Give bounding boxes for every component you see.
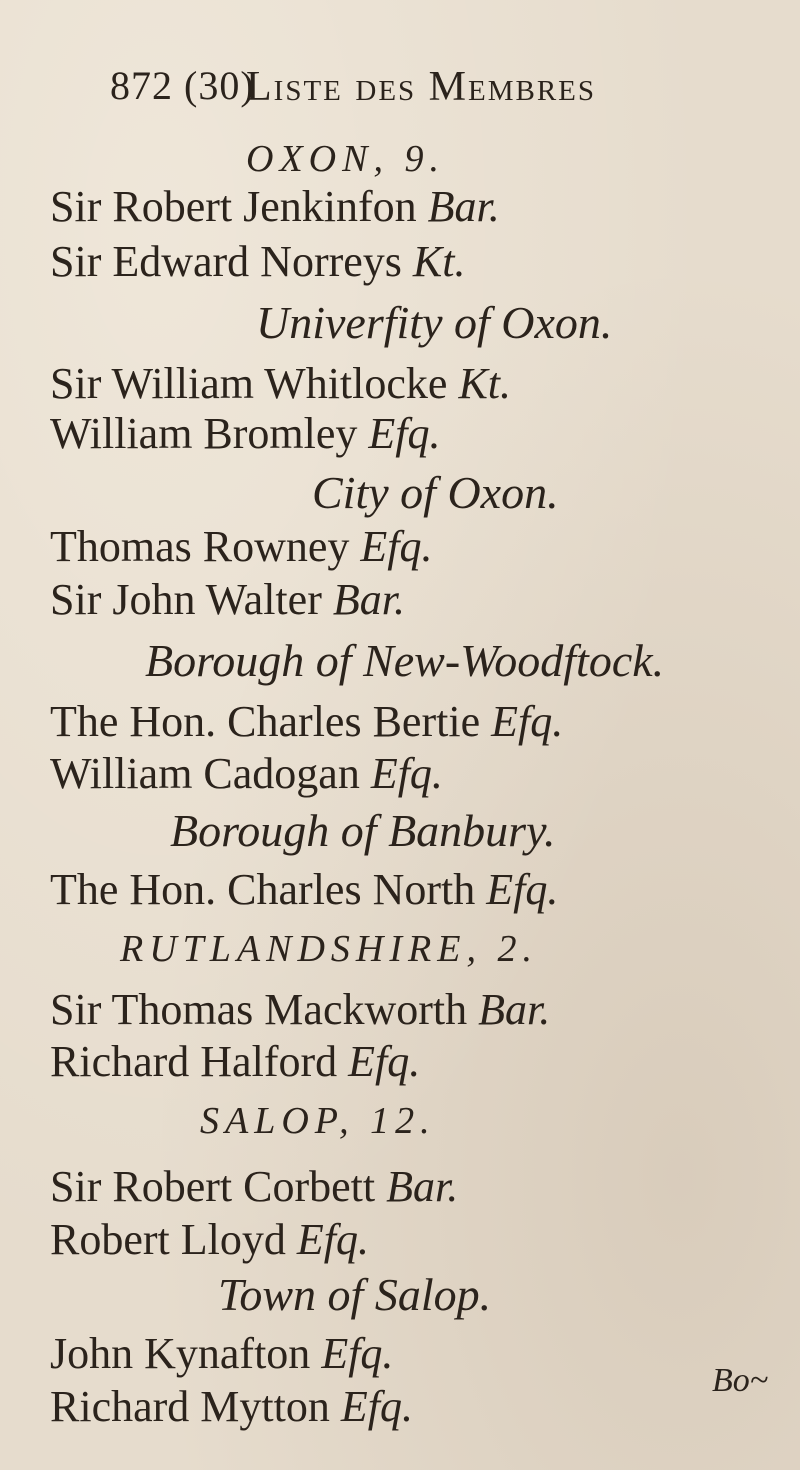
- county-heading-rutland: RUTLANDSHIRE, 2.: [120, 928, 538, 970]
- member-name: Sir Robert Corbett: [50, 1162, 376, 1211]
- member-name: Sir Robert Jenkinfon: [50, 182, 417, 231]
- member-entry: [50, 697, 564, 746]
- member-entry: [50, 237, 466, 286]
- member-title: Efq.: [360, 522, 433, 571]
- member-title: Efq.: [370, 749, 443, 798]
- member-entry: [50, 1162, 459, 1211]
- constituency-heading: City of Oxon.: [312, 467, 559, 518]
- member-name: The Hon. Charles North: [50, 865, 476, 914]
- member-title: Bar.: [332, 575, 405, 624]
- member-entry: [50, 575, 405, 624]
- member-name: Sir John Walter: [50, 575, 322, 624]
- constituency-heading: Borough of New-Woodftock.: [145, 635, 665, 686]
- member-title: Bar.: [386, 1162, 459, 1211]
- member-name: Thomas Rowney: [50, 522, 350, 571]
- page-number: 872 (30): [110, 63, 255, 108]
- member-title: Efq.: [486, 865, 559, 914]
- member-entry: [50, 1329, 394, 1378]
- member-name: Richard Mytton: [50, 1382, 330, 1431]
- member-name: John Kynafton: [50, 1329, 311, 1378]
- catchword: Bo~: [712, 1362, 769, 1399]
- member-name: Sir Thomas Mackworth: [50, 985, 468, 1034]
- member-name: William Bromley: [50, 409, 358, 458]
- member-title: Efq.: [491, 697, 564, 746]
- member-title: Bar.: [427, 182, 500, 231]
- member-title: Efq.: [348, 1037, 421, 1086]
- member-name: Richard Halford: [50, 1037, 338, 1086]
- member-name: Robert Lloyd: [50, 1215, 286, 1264]
- member-name: William Cadogan: [50, 749, 360, 798]
- constituency-heading: Town of Salop.: [218, 1269, 492, 1320]
- member-name: The Hon. Charles Bertie: [50, 697, 481, 746]
- county-heading-oxon: OXON, 9.: [246, 138, 445, 180]
- member-title: Kt.: [458, 359, 512, 408]
- member-entry: [50, 749, 443, 798]
- member-entry: [50, 182, 500, 231]
- member-entry: [50, 1215, 369, 1264]
- member-name: Sir William Whitlocke: [50, 359, 448, 408]
- member-entry: [50, 1382, 413, 1431]
- running-title: Liste des Membres: [246, 64, 597, 110]
- member-title: Kt.: [412, 237, 466, 286]
- member-title: Efq.: [368, 409, 441, 458]
- member-title: Efq.: [296, 1215, 369, 1264]
- member-entry: [50, 865, 559, 914]
- member-name: Sir Edward Norreys: [50, 237, 402, 286]
- member-entry: [50, 1037, 421, 1086]
- member-title: Efq.: [321, 1329, 394, 1378]
- member-entry: [50, 985, 551, 1034]
- member-title: Bar.: [478, 985, 551, 1034]
- member-title: Efq.: [340, 1382, 413, 1431]
- county-heading-salop: SALOP, 12.: [200, 1100, 436, 1142]
- member-entry: [50, 359, 512, 408]
- member-entry: [50, 409, 441, 458]
- constituency-heading: Borough of Banbury.: [170, 805, 556, 856]
- member-entry: [50, 522, 433, 571]
- constituency-heading: Univerfity of Oxon.: [256, 297, 613, 348]
